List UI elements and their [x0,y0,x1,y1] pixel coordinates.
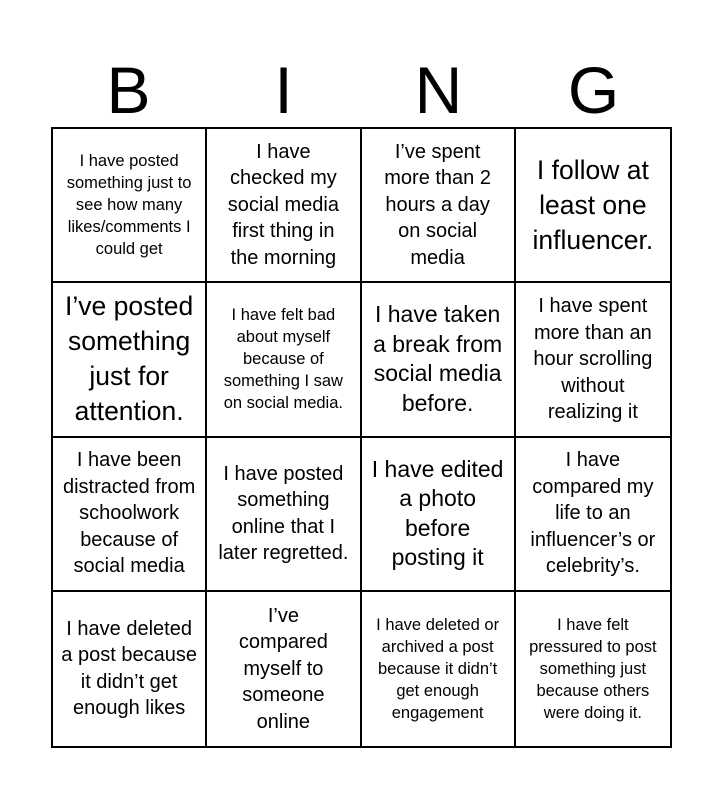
cell-text: I have deleted a post because it didn’t get enough likes [61,617,197,720]
bingo-cell-r3c1[interactable] [53,438,207,592]
bingo-cell-r1c3[interactable] [362,129,516,283]
cell-text: I have edited a photo before posting it [371,455,504,571]
bingo-cell-r1c4[interactable] [516,129,670,283]
header-letter-n: N [414,53,463,127]
cell-text: I follow at least one influencer. [532,154,654,255]
bingo-cell-r2c2[interactable] [207,283,361,437]
cell-text: I have spent more than an hour scrolling without realizing it [533,295,653,424]
bingo-header [51,52,671,128]
bingo-cell-r2c4[interactable] [516,283,670,437]
bingo-cell-r4c3[interactable] [362,592,516,746]
bingo-cell-r3c3[interactable] [362,438,516,592]
cell-text: I have posted something online that I later regretted. [218,462,349,565]
header-letter-b: B [106,53,151,127]
cell-text: I’ve compared myself to someone online [238,604,328,733]
header-letter-i: I [274,53,293,127]
cell-text: I have posted something just to see how many likes/comments I could get [66,152,192,259]
bingo-cell-r4c1[interactable] [53,592,207,746]
cell-text: I have checked my social media first thing in the morning [227,140,339,269]
bingo-cell-r2c3[interactable] [362,283,516,437]
bingo-cell-r2c1[interactable] [53,283,207,437]
cell-text: I’ve posted something just for attention. [65,291,194,427]
bingo-grid [51,127,672,748]
cell-text: I have felt bad about myself because of something I saw on social media. [223,306,343,413]
bingo-cell-r1c2[interactable] [207,129,361,283]
cell-text: I have deleted or archived a post because it didn’t get enough engagement [376,615,500,722]
bingo-cell-r4c4[interactable] [516,592,670,746]
bingo-cell-r4c2[interactable] [207,592,361,746]
cell-text: I’ve spent more than 2 hours a day on social media [384,140,491,269]
cell-text: I have felt pressured to post something just because others were doing it. [529,615,657,722]
cell-text: I have compared my life to an influencer’s or celebrity’s. [530,449,656,578]
bingo-cell-r3c4[interactable] [516,438,670,592]
cell-text: I have taken a break from social media before. [373,301,503,416]
bingo-cell-r1c1[interactable] [53,129,207,283]
cell-text: I have been distracted from schoolwork because of social media [62,449,196,578]
bingo-cell-r3c2[interactable] [207,438,361,592]
header-letter-g: G [567,53,620,127]
